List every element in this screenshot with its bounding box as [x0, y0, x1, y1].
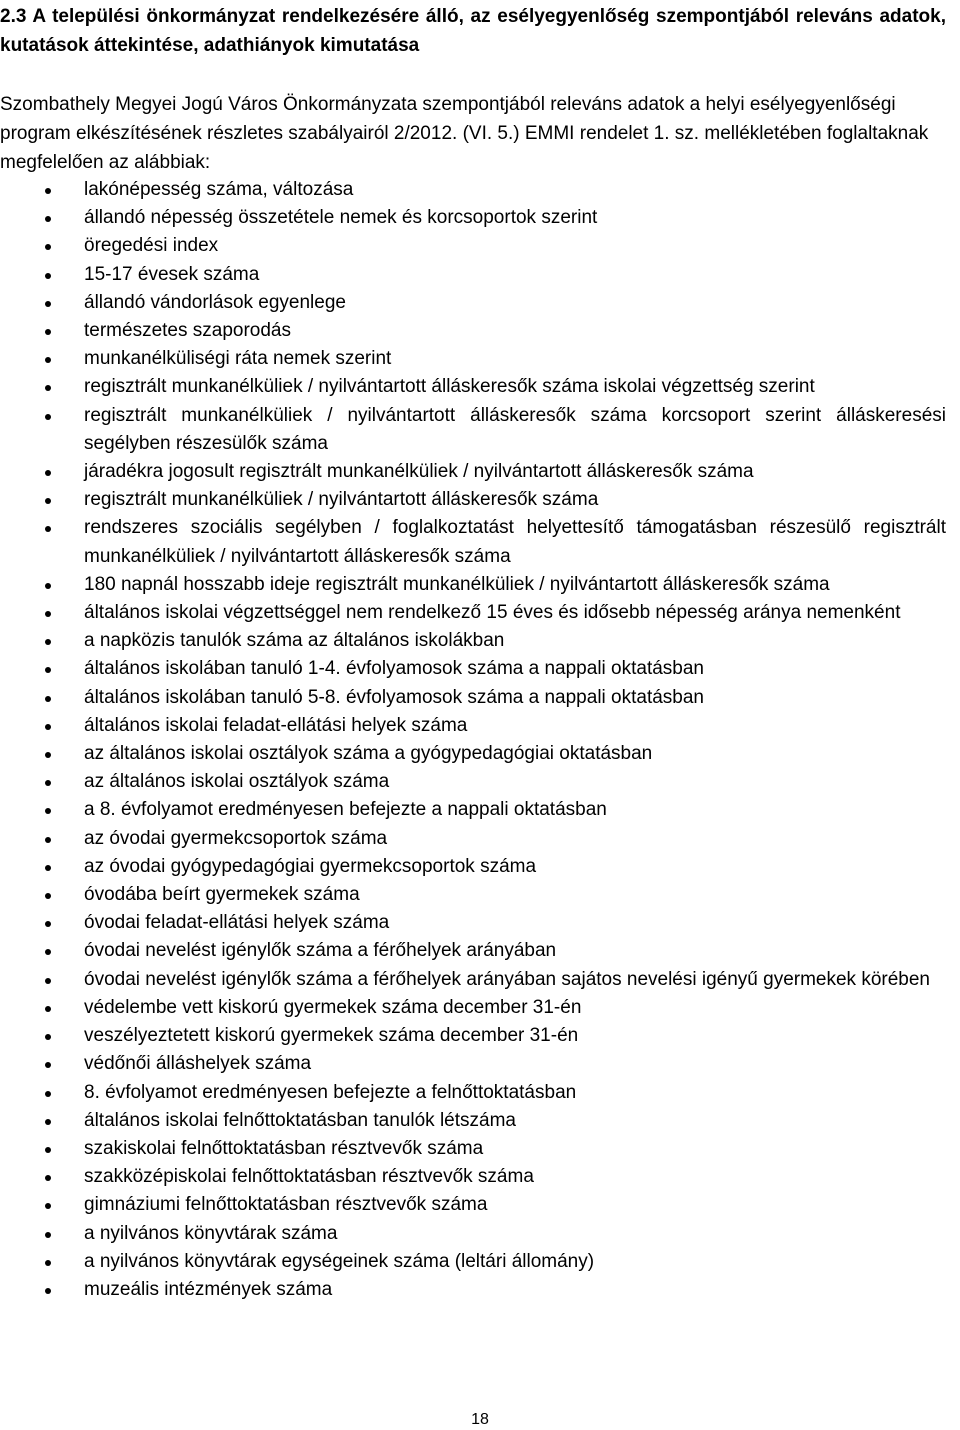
- list-item-text: munkanélküliségi ráta nemek szerint: [84, 348, 392, 370]
- list-item: [0, 994, 946, 1022]
- list-item-text: lakónépesség száma, változása: [84, 179, 354, 200]
- bullet-icon: [45, 273, 51, 279]
- bullet-icon: [45, 667, 51, 673]
- list-item-text: általános iskolában tanuló 1-4. évfolyamosok száma a nappali oktatásban: [84, 658, 704, 680]
- list-item: [0, 176, 946, 204]
- list-item-text: az óvodai gyógypedagógiai gyermekcsoportok száma: [84, 855, 537, 877]
- list-item: [0, 684, 946, 712]
- intro-paragraph: Szombathely Megyei Jogú Város Önkormányzata szempontjából releváns adatok a helyi esélyegyenlőségi program elkészítésének részletes szabályairól 2/2012. (VI. 5.) EMMI rendelet 1. sz. mellékletében foglaltaknak megfelelően az alábbiak:: [0, 94, 929, 173]
- bullet-icon: [45, 244, 51, 250]
- list-item-text: rendszeres szociális segélyben / foglalkoztatást helyettesítő támogatásban részesülő regisztrált munkanélküliek / nyilvántartott álláskeresők száma: [84, 517, 946, 567]
- list-item: [0, 825, 946, 853]
- page-number: 18: [471, 1411, 489, 1428]
- bullet-icon: [45, 498, 51, 504]
- list-item-text: óvodai nevelést igénylők száma a férőhelyek arányában: [84, 940, 557, 962]
- list-item: [0, 599, 946, 627]
- list-item: [0, 909, 946, 937]
- list-item: [0, 1248, 946, 1276]
- bullet-icon: [45, 1260, 51, 1266]
- list-item: [0, 937, 946, 965]
- list-item: [0, 796, 946, 824]
- list-item-text: állandó népesség összetétele nemek és korcsoportok szerint: [84, 207, 598, 229]
- list-item: [0, 204, 946, 232]
- list-item: [0, 881, 946, 909]
- list-item-text: állandó vándorlások egyenlege: [84, 291, 346, 313]
- list-item-text: öregedési index: [84, 235, 219, 257]
- list-item-text: szakiskolai felnőttoktatásban résztvevők száma: [84, 1137, 484, 1159]
- list-item-text: az általános iskolai osztályok száma a gyógypedagógiai oktatásban: [84, 743, 653, 765]
- bullet-icon: [45, 414, 51, 420]
- list-item-text: járadékra jogosult regisztrált munkanélküliek / nyilvántartott álláskeresők száma: [84, 461, 754, 483]
- list-item: [0, 1079, 946, 1107]
- bullet-icon: [45, 639, 51, 645]
- bullet-icon: [45, 752, 51, 758]
- list-item: [0, 1276, 946, 1304]
- list-item: [0, 373, 946, 401]
- bullet-icon: [45, 837, 51, 843]
- bullet-icon: [45, 1034, 51, 1040]
- list-item: [0, 1220, 946, 1248]
- list-item-text: óvodába beírt gyermekek száma: [84, 884, 360, 906]
- bullet-icon: [45, 808, 51, 814]
- list-item-text: általános iskolai felnőttoktatásban tanulók létszáma: [84, 1109, 516, 1131]
- list-item-text: általános iskolai végzettséggel nem rendelkező 15 éves és idősebb népesség aránya nemenként: [84, 602, 901, 624]
- bullet-icon: [45, 329, 51, 335]
- bullet-icon: [45, 865, 51, 871]
- list-item-text: az általános iskolai osztályok száma: [84, 771, 390, 793]
- list-item: [0, 458, 946, 486]
- list-item-text: óvodai feladat-ellátási helyek száma: [84, 912, 390, 934]
- bullet-icon: [45, 696, 51, 702]
- bullet-icon: [45, 780, 51, 786]
- list-item: [0, 261, 946, 289]
- bullet-icon: [45, 470, 51, 476]
- bullet-icon: [45, 357, 51, 363]
- list-item-text: gimnáziumi felnőttoktatásban résztvevők száma: [84, 1194, 488, 1216]
- list-item: [0, 1191, 946, 1219]
- bullet-icon: [45, 385, 51, 391]
- bullet-icon: [45, 921, 51, 927]
- bullet-icon: [45, 1006, 51, 1012]
- list-item: [0, 966, 946, 994]
- list-item: [0, 853, 946, 881]
- indicator-list: [0, 176, 946, 1304]
- bullet-icon: [45, 978, 51, 984]
- list-item-text: 15-17 évesek száma: [84, 263, 260, 285]
- list-item-text: természetes szaporodás: [84, 320, 291, 342]
- list-item: [0, 317, 946, 345]
- bullet-icon: [45, 1175, 51, 1181]
- list-item-text: szakközépiskolai felnőttoktatásban résztvevők száma: [84, 1166, 534, 1188]
- bullet-icon: [45, 583, 51, 589]
- bullet-icon: [45, 1062, 51, 1068]
- list-item: [0, 289, 946, 317]
- list-item-text: általános iskolai feladat-ellátási helyek száma: [84, 714, 468, 736]
- bullet-icon: [45, 724, 51, 730]
- bullet-icon: [45, 1203, 51, 1209]
- bullet-icon: [45, 1119, 51, 1125]
- bullet-icon: [45, 188, 51, 194]
- list-item-text: a napközis tanulók száma az általános iskolákban: [84, 630, 505, 652]
- bullet-icon: [45, 301, 51, 307]
- list-item-text: muzeális intézmények száma: [84, 1278, 333, 1300]
- bullet-icon: [45, 216, 51, 222]
- bullet-icon: [45, 611, 51, 617]
- list-item-text: regisztrált munkanélküliek / nyilvántartott álláskeresők száma: [84, 489, 599, 511]
- bullet-icon: [45, 1147, 51, 1153]
- list-item: [0, 768, 946, 796]
- list-item: [0, 627, 946, 655]
- list-item: [0, 712, 946, 740]
- list-item: [0, 514, 946, 570]
- list-item: [0, 402, 946, 458]
- list-item: [0, 740, 946, 768]
- list-item-text: a 8. évfolyamot eredményesen befejezte a nappali oktatásban: [84, 799, 607, 821]
- list-item-text: védőnői álláshelyek száma: [84, 1053, 312, 1075]
- bullet-icon: [45, 1232, 51, 1238]
- list-item: [0, 232, 946, 260]
- list-item-text: az óvodai gyermekcsoportok száma: [84, 827, 388, 849]
- list-item-text: 180 napnál hosszabb ideje regisztrált munkanélküliek / nyilvántartott álláskeresők száma: [84, 573, 830, 595]
- list-item: [0, 1135, 946, 1163]
- list-item-text: veszélyeztetett kiskorú gyermekek száma december 31-én: [84, 1025, 579, 1047]
- list-item: [0, 571, 946, 599]
- list-item-text: védelembe vett kiskorú gyermekek száma december 31-én: [84, 996, 582, 1018]
- list-item-text: a nyilvános könyvtárak egységeinek száma (leltári állomány): [84, 1250, 595, 1272]
- bullet-icon: [45, 526, 51, 532]
- list-item-text: regisztrált munkanélküliek / nyilvántartott álláskeresők száma korcsoport szerint álláskeresési segélyben részesülők száma: [84, 404, 946, 454]
- list-item: [0, 486, 946, 514]
- list-item-text: általános iskolában tanuló 5-8. évfolyamosok száma a nappali oktatásban: [84, 686, 704, 708]
- bullet-icon: [45, 1091, 51, 1097]
- bullet-icon: [45, 893, 51, 899]
- list-item: [0, 1022, 946, 1050]
- list-item-text: regisztrált munkanélküliek / nyilvántartott álláskeresők száma iskolai végzettség szerint: [84, 376, 815, 398]
- bullet-icon: [45, 949, 51, 955]
- list-item-text: 8. évfolyamot eredményesen befejezte a felnőttoktatásban: [84, 1081, 577, 1103]
- list-item: [0, 655, 946, 683]
- bullet-icon: [45, 1288, 51, 1294]
- list-item: [0, 1050, 946, 1078]
- list-item: [0, 1107, 946, 1135]
- list-item-text: a nyilvános könyvtárak száma: [84, 1222, 338, 1244]
- list-item: [0, 1163, 946, 1191]
- list-item-text: óvodai nevelést igénylők száma a férőhelyek arányában sajátos nevelési igényű gyermekek körében: [84, 968, 931, 990]
- list-item: [0, 345, 946, 373]
- section-heading: 2.3 A települési önkormányzat rendelkezésére álló, az esélyegyenlőség szempontjából releváns adatok, kutatások áttekintése, adathiányok kimutatása: [0, 6, 946, 56]
